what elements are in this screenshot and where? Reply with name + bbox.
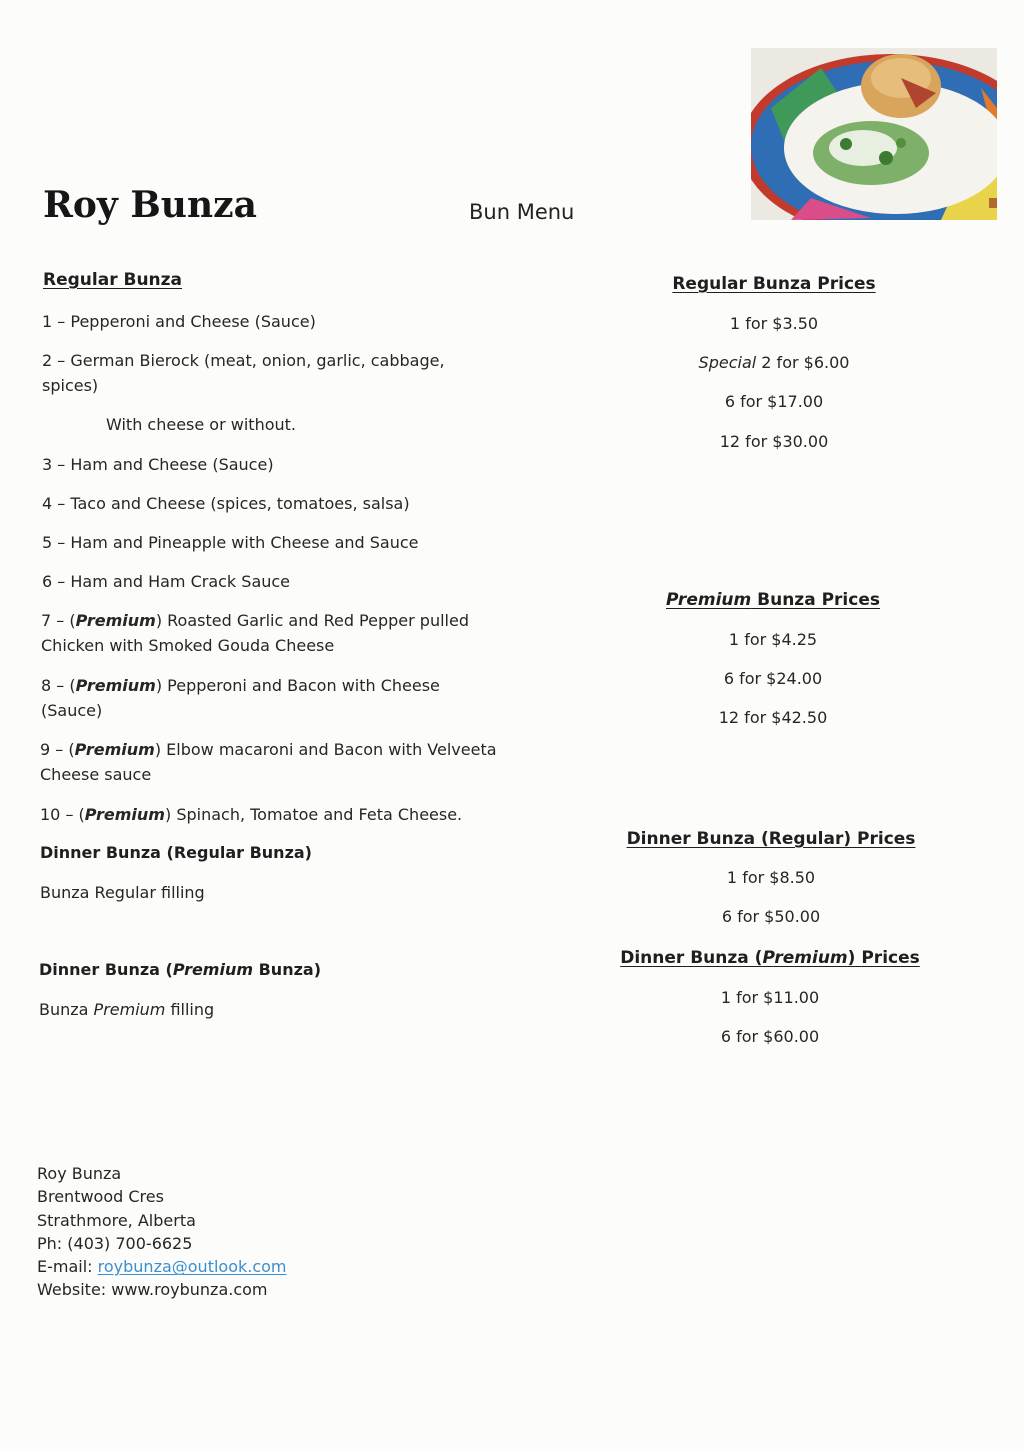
dinner-regular-prices-heading: Dinner Bunza (Regular) Prices	[626, 829, 916, 849]
item-text: Elbow macaroni and Bacon with Velveeta Cheese sauce	[40, 740, 497, 784]
regular-bunza-heading: Regular Bunza	[43, 270, 183, 290]
item-number: 1	[42, 312, 53, 331]
item-text: Ham and Pineapple with Cheese and Sauce	[70, 533, 419, 552]
dinner-premium-heading: Dinner Bunza (Premium Bunza)	[39, 960, 321, 979]
premium-label: Premium	[75, 676, 156, 695]
contact-city: Strathmore, Alberta	[37, 1210, 196, 1230]
special-label: Special	[698, 353, 757, 372]
item-dash: –	[57, 312, 66, 331]
contact-website: Website: www.roybunza.com	[37, 1280, 268, 1300]
price-line: Special 2 for $6.00	[698, 353, 850, 372]
menu-item: 9 – (Premium) Elbow macaroni and Bacon with Velveeta Cheese sauce	[40, 740, 497, 784]
menu-item	[42, 452, 462, 477]
bunza-plate-image	[751, 48, 997, 220]
item-dash: –	[57, 572, 66, 591]
item-dash: –	[55, 740, 64, 759]
contact-phone: Ph: (403) 700-6625	[37, 1233, 193, 1253]
menu-item	[42, 530, 482, 555]
item-dash: –	[56, 611, 65, 630]
price-line: 12 for $42.50	[718, 708, 828, 727]
item-number: 10	[40, 805, 61, 824]
item-dash: –	[65, 805, 74, 824]
menu-subtitle: Bun Menu	[469, 200, 575, 224]
item-number: 5	[42, 533, 53, 552]
premium-label: Premium	[762, 948, 848, 968]
price-line: 1 for $4.25	[728, 630, 818, 649]
price-line: 1 for $8.50	[726, 868, 816, 887]
item-text: Taco and Cheese (spices, tomatoes, salsa)	[70, 494, 410, 513]
brand-title: Roy Bunza	[43, 184, 257, 226]
premium-prices-heading: Premium Bunza Prices	[666, 590, 880, 610]
price-line: 1 for $3.50	[729, 314, 819, 333]
item-number: 9	[40, 740, 51, 759]
item-text: Ham and Ham Crack Sauce	[70, 572, 291, 591]
item-dash: –	[57, 533, 66, 552]
price-line: 12 for $30.00	[719, 432, 829, 451]
menu-item	[42, 491, 482, 516]
dinner-premium-prices-heading: Dinner Bunza (Premium) Prices	[620, 948, 920, 968]
menu-item	[42, 348, 462, 398]
premium-label: Premium	[84, 805, 165, 824]
item-text: German Bierock (meat, onion, garlic, cabbage, spices)	[42, 351, 445, 395]
item-dash: –	[57, 351, 66, 370]
price-line: 6 for $17.00	[724, 392, 824, 411]
item-number: 6	[42, 572, 53, 591]
price-line: 6 for $60.00	[720, 1027, 820, 1046]
item-number: 7	[41, 611, 52, 630]
item-text: Pepperoni and Bacon with Cheese (Sauce)	[41, 676, 440, 720]
item-number: 8	[41, 676, 52, 695]
item-dash: –	[57, 494, 66, 513]
menu-item: 7 – (Premium) Roasted Garlic and Red Pepper pulled Chicken with Smoked Gouda Cheese	[41, 611, 469, 655]
menu-item: 10 – (Premium) Spinach, Tomatoe and Feta Cheese.	[40, 805, 463, 824]
email-label: E-mail:	[37, 1257, 98, 1277]
item-dash: –	[57, 455, 66, 474]
price-line: 6 for $24.00	[723, 669, 823, 688]
item-note: With cheese or without.	[106, 415, 296, 434]
item-dash: –	[56, 676, 65, 695]
dinner-regular-text: Bunza Regular filling	[40, 883, 205, 902]
contact-block	[37, 1162, 287, 1302]
premium-label: Premium	[93, 1000, 166, 1019]
premium-label: Premium	[666, 590, 752, 610]
menu-item	[42, 309, 462, 334]
food-photo	[751, 48, 997, 220]
contact-street: Brentwood Cres	[37, 1187, 164, 1207]
premium-label: Premium	[74, 740, 155, 759]
premium-label: Premium	[75, 611, 156, 630]
item-text: Ham and Cheese (Sauce)	[70, 455, 274, 474]
menu-item	[42, 569, 482, 594]
contact-email-row	[37, 1255, 287, 1278]
premium-label: Premium	[172, 960, 254, 979]
item-number: 2	[42, 351, 53, 370]
price-line: 6 for $50.00	[721, 907, 821, 926]
item-text: Roasted Garlic and Red Pepper pulled Chicken with Smoked Gouda Cheese	[41, 611, 469, 655]
regular-prices-heading: Regular Bunza Prices	[672, 274, 876, 294]
email-link[interactable]: roybunza@outlook.com	[97, 1257, 287, 1277]
item-text: Spinach, Tomatoe and Feta Cheese.	[176, 805, 463, 824]
item-number: 4	[42, 494, 53, 513]
dinner-premium-text: Bunza Premium filling	[39, 1000, 215, 1019]
item-text: Pepperoni and Cheese (Sauce)	[70, 312, 316, 331]
dinner-regular-heading: Dinner Bunza (Regular Bunza)	[40, 843, 312, 862]
contact-name: Roy Bunza	[37, 1164, 122, 1183]
menu-item: 8 – (Premium) Pepperoni and Bacon with Cheese (Sauce)	[41, 676, 440, 720]
price-line: 1 for $11.00	[720, 988, 820, 1007]
item-number: 3	[42, 455, 53, 474]
